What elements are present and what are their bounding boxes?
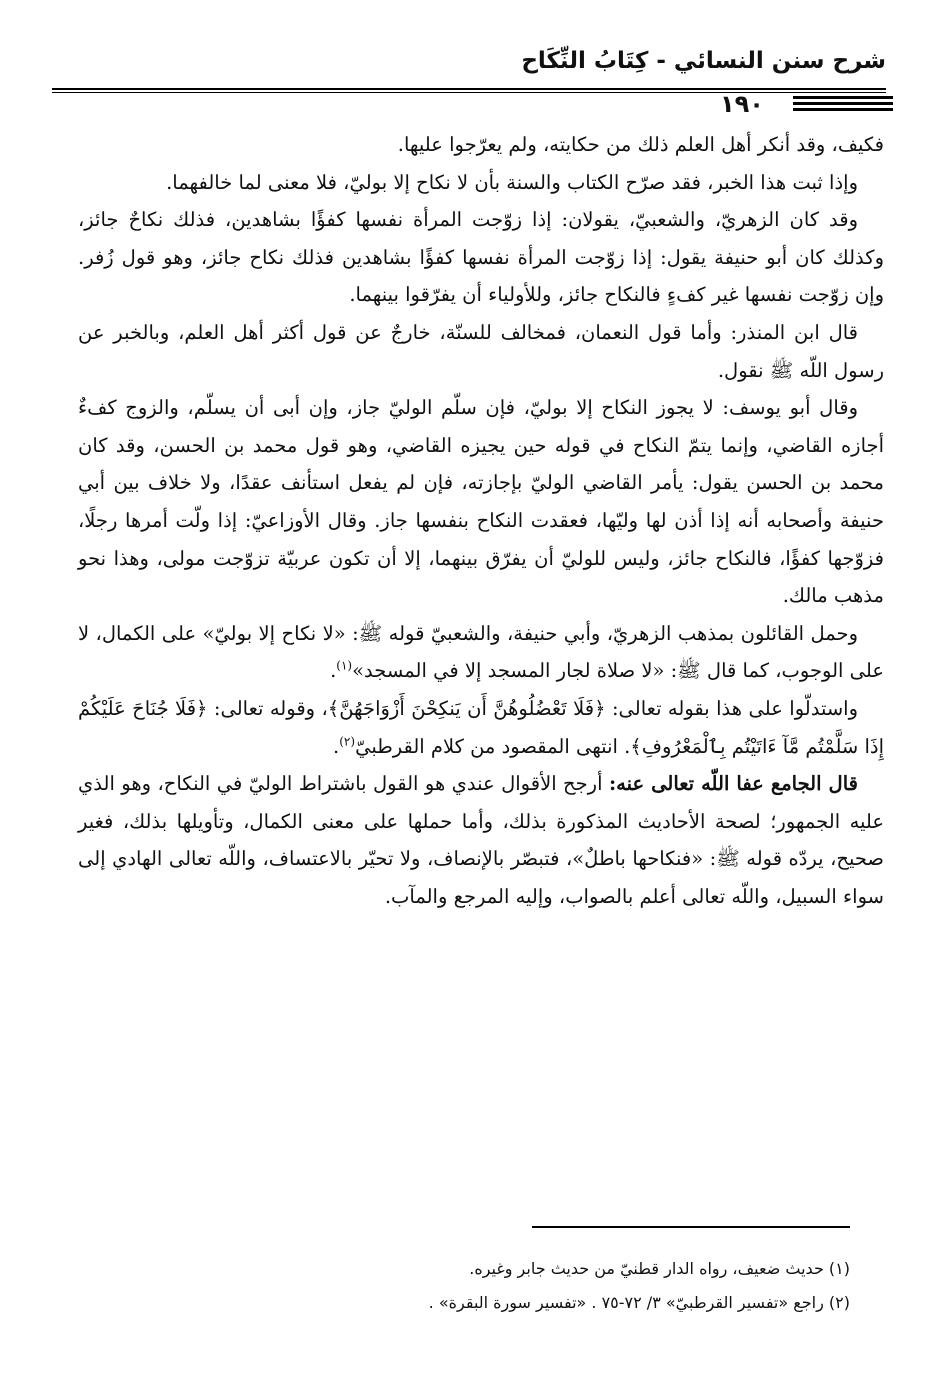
paragraph-text: فكيف، وقد أنكر أهل العلم ذلك من حكايته، ولم يعرّجوا عليها. (397, 133, 884, 156)
paragraph (78, 690, 884, 765)
paragraph (78, 314, 884, 389)
paragraph-text: وقد كان الزهريّ، والشعبيّ، يقولان: إذا زوّجت المرأة نفسها كفؤًا بشاهدين، فذلك نكاحٌ جائز، وكذلك كان أبو حنيفة يقول: إذا زوّجت المرأة نفسها كفؤًا بشاهدين فذلك نكاح جائز، وهو قول زُفر. وإن زوّجت نفسها غير كفءٍ فالنكاح جائز، وللأولياء أن يفرّقوا بينهما. (78, 208, 884, 307)
footnote-marker: (١) (336, 658, 353, 673)
footnote: (٢) راجع «تفسير القرطبيّ» ٣/ ٧٢-٧٥ . «تفسير سورة البقرة» . (428, 1293, 850, 1312)
paragraph-text: قال ابن المنذر: وأما قول النعمان، فمخالف للسنّة، خارجٌ عن قول أكثر أهل العلم، وبالخبر عن رسول اللّه ﷺ نقول. (78, 320, 884, 382)
paragraph-end: . (330, 659, 337, 683)
paragraph (78, 201, 884, 314)
paragraph (78, 164, 884, 202)
paragraph-text: وإذا ثبت هذا الخبر، فقد صرّح الكتاب والسنة بأن لا نكاح إلا بوليّ، فلا معنى لما خالفهما. (166, 170, 858, 194)
page-number-ornament (793, 96, 893, 114)
paragraph (78, 615, 884, 690)
author-remark-lead: قال الجامع عفا اللّه تعالى عنه: (608, 772, 858, 796)
footnotes (320, 1252, 850, 1320)
paragraph (78, 765, 884, 915)
footnote-marker: (٢) (339, 734, 356, 748)
paragraph (78, 126, 884, 164)
footnote: (١) حديث ضعيف، رواه الدار قطنيّ من حديث جابر وغيره. (469, 1259, 850, 1278)
main-text (78, 126, 884, 915)
paragraph-text: أرجح الأقوال عندي هو القول باشتراط الوليّ في النكاح، وهو الذي عليه الجمهور؛ لصحة الأحاديث المذكورة بذلك، وأما حملها على معنى الكمال، وتأويلها بذلك، فغير صحيح، يردّه قوله ﷺ: «فنكاحها باطلٌ»، فتبصّر بالإنصاف، ولا تحيّر بالاعتساف، واللّه تعالى الهادي إلى سواء السبيل، واللّه تعالى أعلم بالصواب، وإليه المرجع والمآب. (78, 772, 884, 908)
paragraph-text: وحمل القائلون بمذهب الزهريّ، وأبي حنيفة، والشعبيّ قوله ﷺ: «لا نكاح إلا بوليّ» على الكمال، لا على الوجوب، كما قال ﷺ: «لا صلاة لجار المسجد إلا في المسجد» (78, 621, 884, 683)
paragraph-end: . (333, 734, 340, 758)
paragraph-text: وقال أبو يوسف: لا يجوز النكاح إلا بوليّ، فإن سلّم الوليّ جاز، وإن أبى أن يسلّم، والزوج كفءٌ أجازه القاضي، وإنما يتمّ النكاح في قوله حين يجيزه القاضي، وهو قول محمد بن الحسن، وقد كان محمد بن الحسن يقول: يأمر القاضي الوليّ بإجازته، فإن لم يفعل استأنف عقدًا، ولا خلاف بين أبي حنيفة وأصحابه أنه إذا أذن لها وليّها، فعقدت النكاح بنفسها جاز. وقال الأوزاعيّ: إذا ولّت أمرها رجلًا، فزوّجها كفؤًا، فالنكاح جائز، وليس للوليّ أن يفرّق بينهما، إلا أن تكون عربيّة تزوّجت مولى، وهذا نحو مذهب مالك. (78, 396, 884, 608)
paragraph-text: واستدلّوا على هذا بقوله تعالى: ﴿فَلَا تَعْضُلُوهُنَّ أَن يَنكِحْنَ أَزْوَاجَهُنَّ﴾، وقوله تعالى: ﴿فَلَا جُنَاحَ عَلَيْكُمْ إِذَا سَلَّمْتُم مَّآ ءَاتَيْتُم بِٱلْمَعْرُوفِ﴾. انتهى المقصود من كلام القرطبيّ (78, 696, 884, 758)
page-number: ١٩٠ (720, 90, 764, 118)
paragraph (78, 389, 884, 615)
running-title: شرح سنن النسائي - كِتَابُ النِّكَاح (521, 48, 886, 74)
footnote-rule (532, 1226, 850, 1228)
